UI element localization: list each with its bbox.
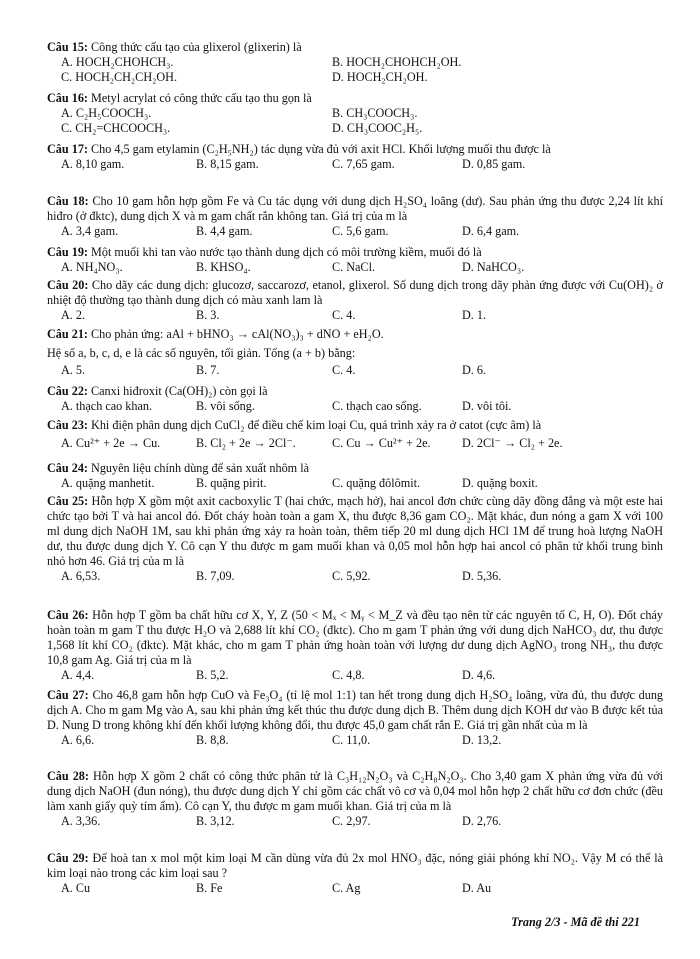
answer-options <box>47 436 663 451</box>
option-b[interactable]: B. 8,8. <box>196 733 229 747</box>
option-b[interactable]: B. 5,2. <box>196 668 229 682</box>
option-d[interactable]: D. 2Cl⁻ → Cl₂ + 2e. <box>462 436 563 450</box>
option-a[interactable]: A. 3,36. <box>61 814 101 828</box>
option-d[interactable]: D. vôi tôi. <box>462 399 512 413</box>
option-a[interactable]: A. NH₄NO₃. <box>61 260 123 274</box>
question-20 <box>47 278 663 323</box>
option-c[interactable]: C. 5,92. <box>332 569 371 583</box>
option-d[interactable]: D. Au <box>462 881 492 895</box>
option-d[interactable]: D. 6. <box>462 363 487 377</box>
question-23 <box>47 418 663 452</box>
question-stem: Câu 24: Nguyên liệu chính dùng để sản xuất nhôm là <box>47 461 309 475</box>
answer-options <box>47 668 663 683</box>
option-d[interactable]: D. 5,36. <box>462 569 502 583</box>
option-b[interactable]: B. 7. <box>196 363 220 377</box>
option-a[interactable]: A. 6,6. <box>61 733 95 747</box>
option-d[interactable]: D. 4,6. <box>462 668 496 682</box>
option-c[interactable]: C. thạch cao sống. <box>332 399 422 413</box>
option-c[interactable]: C. Cu → Cu²⁺ + 2e. <box>332 436 431 450</box>
answer-options <box>47 157 663 172</box>
option-a[interactable]: A. 6,53. <box>61 569 101 583</box>
question-stem: Câu 18: Cho 10 gam hỗn hợp gồm Fe và Cu tác dụng với dung dịch H₂SO₄ loãng (dư). Sau phản ứng thu được 2,24 lít khí hiđro (ở đktc), dung dịch X và m gam chất rắn không tan. Giá trị của m là <box>47 194 664 223</box>
question-19 <box>47 245 663 275</box>
option-d[interactable]: D. 0,85 gam. <box>462 157 526 171</box>
question-stem: Câu 26: Hỗn hợp T gồm ba chất hữu cơ X, Y, Z (50 < Mₓ < Mᵧ < M_Z và đều tạo nên từ các nguyên tố C, H, O). Đốt cháy hoàn toàn m gam T thu được H₂O và 2,688 lít khí CO₂ (đktc). Cho m gam T phản ứng với dung dịch NaHCO₃ dư, thu được 1,568 lít khí CO₂ (đktc). Mặt khác, cho m gam T phản ứng hoàn toàn với lượng dư dung dịch AgNO₃ trong NH₃, thu được 10,8 gam Ag. Giá trị của m là <box>47 608 664 667</box>
option-b[interactable]: B. Cl₂ + 2e → 2Cl⁻. <box>196 436 296 450</box>
question-stem: Câu 27: Cho 46,8 gam hỗn hợp CuO và Fe₃O₄ (tỉ lệ mol 1:1) tan hết trong dung dịch H₂SO₄ loãng, vừa đủ, thu được dung dịch A. Cho m gam Mg vào A, sau khi phản ứng kết thúc thu được dung dịch B. Thêm dung dịch KOH dư vào B được kết tủa D. Nung D trong không khí đến khối lượng không đổi, thu được 45,0 gam chất rắn E. Giá trị gần nhất của m là <box>47 688 664 732</box>
question-15 <box>47 40 663 85</box>
option-b[interactable]: B. 4,4 gam. <box>196 224 253 238</box>
question-17 <box>47 142 663 172</box>
question-stem: Câu 28: Hỗn hợp X gồm 2 chất có công thức phân tử là C₃H₁₂N₂O₃ và C₂H₈N₂O₃. Cho 3,40 gam X phản ứng vừa đủ với dung dịch NaOH (đun nóng), thu được dung dịch Y chỉ gồm các chất vô cơ và 0,04 mol hỗn hợp 2 chất hữu cơ đơn chức (đều làm xanh giấy quỳ tím ẩm). Cô cạn Y, thu được m gam muối khan. Giá trị của m là <box>47 769 664 813</box>
question-27 <box>47 688 663 748</box>
option-d[interactable]: D. 1. <box>462 308 487 322</box>
answer-options <box>47 814 663 829</box>
question-22 <box>47 384 663 414</box>
option-a[interactable]: A. Cu <box>61 881 91 895</box>
answer-options <box>47 55 663 70</box>
option-b[interactable]: B. 7,09. <box>196 569 235 583</box>
question-stem: Câu 29: Để hoà tan x mol một kim loại M cần dùng vừa đủ 2x mol HNO₃ đặc, nóng giải phóng khí NO₂. Vậy M có thể là kim loại nào trong các kim loại sau ? <box>47 851 664 880</box>
question-stem: Câu 21: Cho phản ứng: aAl + bHNO₃ → cAl(NO₃)₃ + dNO + eH₂O. <box>47 327 384 341</box>
answer-options <box>47 308 663 323</box>
question-25 <box>47 494 663 584</box>
option-c[interactable]: C. quặng đôlômit. <box>332 476 421 490</box>
answer-options <box>47 399 663 414</box>
question-18 <box>47 194 663 239</box>
question-stem: Câu 25: Hỗn hợp X gồm một axit cacboxylic T (hai chức, mạch hở), hai ancol đơn chức cùng dãy đồng đẳng và một este hai chức tạo bởi T và hai ancol đó. Đốt cháy hoàn toàn a gam X, thu được 8,36 gam CO₂. Mặt khác, đun nóng a gam X với 100 ml dung dịch NaOH 1M, sau khi phản ứng xảy ra hoàn toàn, thêm tiếp 20 ml dung dịch HCl 1M để trung hoà lượng NaOH dư, thu được dung dịch Y. Cô cạn Y thu được m gam muối khan và 0,05 mol hỗn hợp hai ancol có phân tử khối trung bình nhỏ hơn 46. Giá trị của m là <box>47 494 664 568</box>
option-c[interactable]: C. 4. <box>332 308 356 322</box>
question-29 <box>47 851 663 896</box>
option-b[interactable]: B. 3,12. <box>196 814 235 828</box>
option-c[interactable]: C. HOCH₂CH₂CH₂OH. <box>61 70 178 84</box>
option-c[interactable]: C. 2,97. <box>332 814 371 828</box>
option-a[interactable]: A. HOCH₂CHOHCH₃. <box>61 55 174 69</box>
option-d[interactable]: D. 6,4 gam. <box>462 224 520 238</box>
option-a[interactable]: A. 3,4 gam. <box>61 224 119 238</box>
question-stem: Câu 20: Cho dãy các dung dịch: glucozơ, saccarozơ, etanol, glixerol. Số dung dịch trong dãy phản ứng được với Cu(OH)₂ ở nhiệt độ thường tạo thành dung dịch có màu xanh lam là <box>47 278 663 307</box>
question-note: Hệ số a, b, c, d, e là các số nguyên, tối giản. Tổng (a + b) bằng: <box>47 346 356 360</box>
question-26 <box>47 608 663 683</box>
answer-options <box>47 70 663 85</box>
option-a[interactable]: A. Cu²⁺ + 2e → Cu. <box>61 436 161 450</box>
option-c[interactable]: C. NaCl. <box>332 260 375 274</box>
question-stem: Câu 17: Cho 4,5 gam etylamin (C₂H₅NH₂) tác dụng vừa đủ với axit HCl. Khối lượng muối thu được là <box>47 142 551 156</box>
option-a[interactable]: A. 4,4. <box>61 668 95 682</box>
option-d[interactable]: D. 13,2. <box>462 733 502 747</box>
option-b[interactable]: B. CH₃COOCH₃. <box>332 106 418 120</box>
option-b[interactable]: B. quặng pirit. <box>196 476 267 490</box>
question-24 <box>47 461 663 491</box>
option-a[interactable]: A. C₂H₅COOCH₃. <box>61 106 152 120</box>
answer-options <box>47 121 663 136</box>
option-a[interactable]: A. 2. <box>61 308 86 322</box>
option-c[interactable]: C. 4,8. <box>332 668 365 682</box>
option-b[interactable]: B. Fe <box>196 881 223 895</box>
question-stem: Câu 22: Canxi hiđroxit (Ca(OH)₂) còn gọi là <box>47 384 268 398</box>
option-b[interactable]: B. 3. <box>196 308 220 322</box>
option-b[interactable]: B. HOCH₂CHOHCH₂OH. <box>332 55 462 69</box>
option-b[interactable]: B. KHSO₄. <box>196 260 251 274</box>
question-stem: Câu 15: Công thức cấu tạo của glixerol (glixerin) là <box>47 40 302 54</box>
question-21 <box>47 327 663 378</box>
option-c[interactable]: C. 4. <box>332 363 356 377</box>
option-c[interactable]: C. 5,6 gam. <box>332 224 389 238</box>
option-d[interactable]: D. quặng boxit. <box>462 476 538 490</box>
option-a[interactable]: A. 8,10 gam. <box>61 157 125 171</box>
option-b[interactable]: B. 8,15 gam. <box>196 157 259 171</box>
question-stem: Câu 19: Một muối khi tan vào nước tạo thành dung dịch có môi trường kiềm, muối đó là <box>47 245 482 259</box>
option-c[interactable]: C. CH₂=CHCOOCH₃. <box>61 121 171 135</box>
answer-options <box>47 476 663 491</box>
answer-options <box>47 569 663 584</box>
option-a[interactable]: A. quặng manhetit. <box>61 476 155 490</box>
option-c[interactable]: C. 7,65 gam. <box>332 157 395 171</box>
option-d[interactable]: D. 2,76. <box>462 814 502 828</box>
option-c[interactable]: C. 11,0. <box>332 733 371 747</box>
answer-options <box>47 224 663 239</box>
answer-options <box>47 881 663 896</box>
answer-options <box>47 106 663 121</box>
option-a[interactable]: A. 5. <box>61 363 86 377</box>
option-d[interactable]: D. NaHCO₃. <box>462 260 525 274</box>
answer-options <box>47 260 663 275</box>
question-stem: Câu 16: Metyl acrylat có công thức cấu tạo thu gọn là <box>47 91 312 105</box>
question-stem: Câu 23: Khi điện phân dung dịch CuCl₂ để điều chế kim loại Cu, quá trình xảy ra ở catot (cực âm) là <box>47 418 542 432</box>
answer-options <box>47 363 663 378</box>
option-b[interactable]: B. vôi sống. <box>196 399 255 413</box>
option-d[interactable]: D. HOCH₂CH₂OH. <box>332 70 428 84</box>
option-d[interactable]: D. CH₃COOC₂H₅. <box>332 121 423 135</box>
answer-options <box>47 733 663 748</box>
question-28 <box>47 769 663 829</box>
question-16 <box>47 91 663 136</box>
option-c[interactable]: C. Ag <box>332 881 361 895</box>
page-footer: Trang 2/3 - Mã đề thi 221 <box>511 915 640 929</box>
option-a[interactable]: A. thạch cao khan. <box>61 399 153 413</box>
